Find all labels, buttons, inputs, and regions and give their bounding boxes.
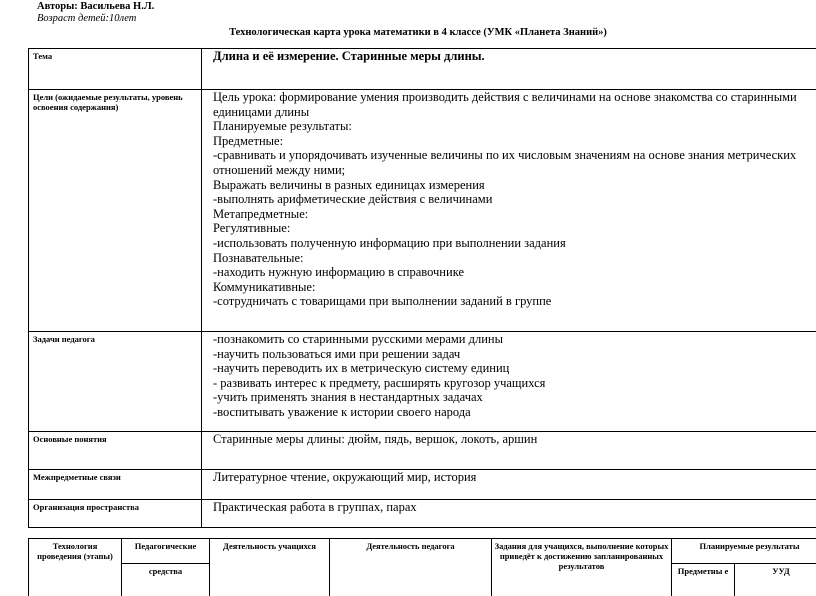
tasks-line: -учить применять знания в нестандартных задачах [213, 390, 483, 405]
goals-label: Цели (ожидаемые результаты, уровень освоения содержания) [29, 90, 202, 332]
header-uud: УУД [735, 564, 816, 596]
lesson-info-table [28, 48, 816, 528]
tasks-label: Задачи педагога [29, 332, 202, 432]
table-row-tasks [29, 332, 816, 432]
table-row-goals [29, 90, 816, 332]
table-row-space [29, 500, 816, 528]
header-pedagogical: Педагогические [122, 539, 210, 564]
space-value: Практическая работа в группах, парах [202, 500, 816, 528]
concepts-value: Старинные меры длины: дюйм, пядь, вершок, локоть, аршин [202, 432, 816, 470]
links-value: Литературное чтение, окружающий мир, история [202, 470, 816, 500]
header-subject-results: Предметны е [672, 564, 735, 596]
tasks-line: -познакомить со старинными русскими мерами длины [213, 332, 503, 346]
goals-line: Метапредметные: [213, 206, 309, 221]
table-row-concepts [29, 432, 816, 470]
space-label: Организация пространства [29, 500, 202, 528]
lesson-stages-table [28, 538, 816, 596]
goals-line: -находить нужную информацию в справочнике [213, 265, 465, 280]
document-title: Технологическая карта урока математики в 4 классе (УМК «Планета Знаний») [229, 27, 607, 38]
tasks-line: -научить пользоваться ими при решении задач [213, 346, 461, 361]
tasks-value [202, 332, 816, 432]
concepts-label: Основные понятия [29, 432, 202, 470]
goals-line: Выражать величины в разных единицах измерения [213, 177, 485, 192]
table-row-topic [29, 49, 816, 90]
topic-value: Длина и её измерение. Старинные меры длины. [202, 49, 816, 90]
goals-line: Планируемые результаты: [213, 119, 352, 134]
topic-label: Тема [29, 49, 202, 90]
goals-line: Цель урока: формирование умения производить действия с величинами на основе знакомства со старинными единицами длины [213, 90, 797, 119]
table-row-links [29, 470, 816, 500]
goals-line: -использовать полученную информацию при выполнении задания [213, 235, 566, 250]
goals-line: Познавательные: [213, 250, 304, 265]
goals-line: Регулятивные: [213, 221, 291, 236]
header-tasks: Задания для учащихся, выполнение которых приведёт к достижению запланированных результатов [492, 539, 672, 596]
goals-value [202, 90, 816, 332]
links-label: Межпредметные связи [29, 470, 202, 500]
header-stages: Технология проведения (этапы) [29, 539, 122, 596]
header-student-activity: Деятельность учащихся [210, 539, 330, 596]
age-line: Возраст детей:10лет [37, 13, 137, 24]
tasks-line: - развивать интерес к предмету, расширять кругозор учащихся [213, 375, 546, 390]
goals-line: Предметные: [213, 133, 284, 148]
goals-line: -сотрудничать с товарищами при выполнении заданий в группе [213, 294, 552, 309]
goals-line: Коммуникативные: [213, 279, 316, 294]
header-teacher-activity: Деятельность педагога [330, 539, 492, 596]
goals-line: -сравнивать и упорядочивать изученные величины по их числовым значениям на основе знания метрических отношений между ними; [213, 148, 797, 177]
header-planned-results: Планируемые результаты [672, 539, 816, 564]
table-row-header [29, 539, 816, 564]
tasks-line: -воспитывать уважение к истории своего народа [213, 404, 471, 419]
authors-line: Авторы: Васильева Н.Л. [37, 1, 155, 12]
header-means: средства [122, 564, 210, 596]
goals-line: -выполнять арифметические действия с величинами [213, 192, 493, 207]
tasks-line: -научить переводить их в метрическую систему единиц [213, 361, 510, 376]
